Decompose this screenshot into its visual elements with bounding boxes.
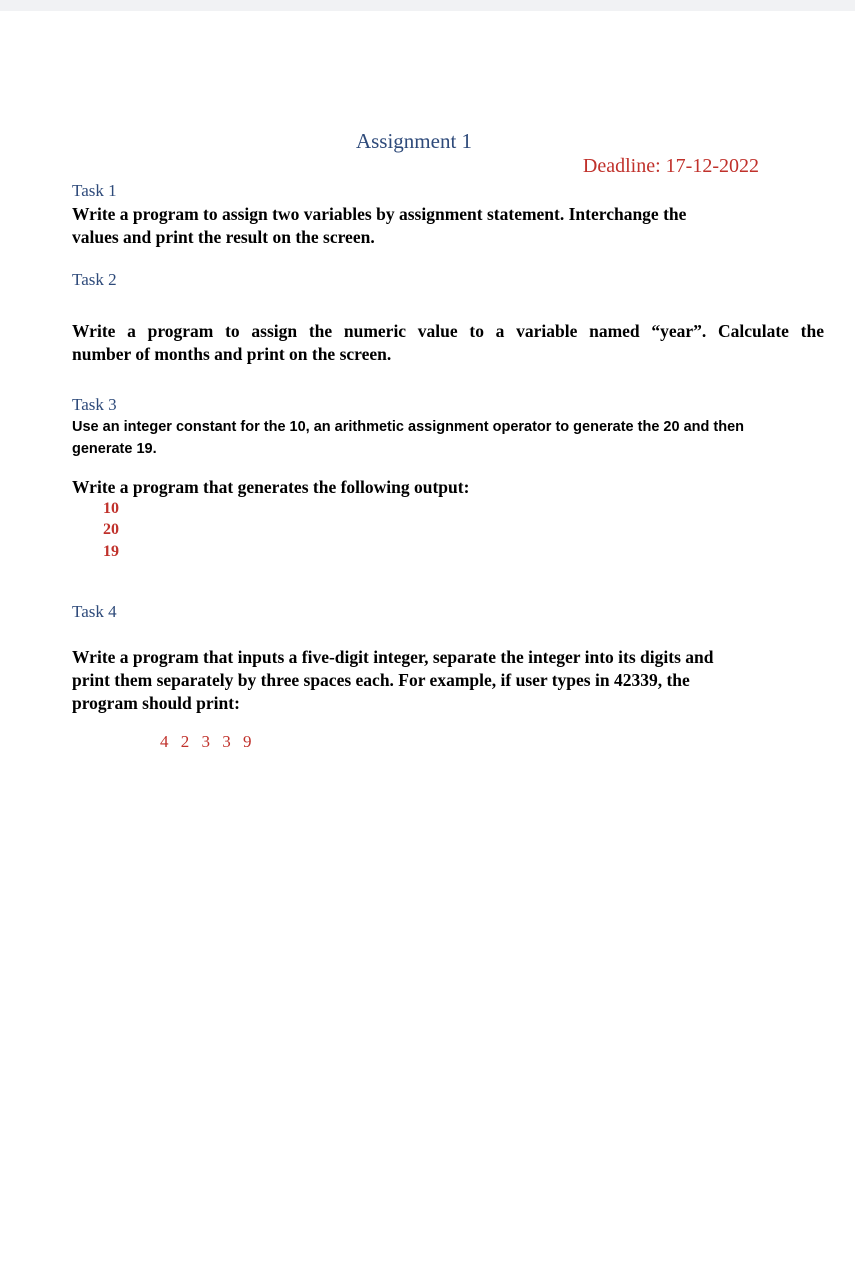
task-4-line-1: Write a program that inputs a five-digit integer, separate the integer into its digits and: [72, 647, 714, 667]
task-4-line-3: program should print:: [72, 693, 240, 713]
deadline: Deadline: 17-12-2022: [582, 155, 759, 177]
task-2-line-2: number of months and print on the screen.: [72, 344, 392, 364]
task-4-line-2: print them separately by three spaces each. For example, if user types in 42339, the: [72, 670, 690, 690]
task-3-label: Task 3: [72, 395, 117, 414]
task-4-label: Task 4: [72, 602, 117, 621]
example-output: 4 2 3 3 9: [160, 732, 256, 751]
task-2-line-1: Write a program to assign the numeric value to a variable named “year”. Calculate the: [72, 321, 824, 341]
output-line-3: 19: [103, 543, 119, 560]
output-line-2: 20: [103, 521, 119, 538]
task-3-line-1: Use an integer constant for the 10, an arithmetic assignment operator to generate the 20 and then: [72, 419, 744, 435]
task-1-text: [72, 203, 792, 249]
assignment-title: Assignment 1: [355, 129, 473, 153]
output-line-1: 10: [103, 500, 119, 517]
top-bar: [0, 0, 855, 11]
task-1-line-1: Write a program to assign two variables by assignment statement. Interchange the: [72, 204, 687, 224]
task-2-label: Task 2: [72, 270, 117, 289]
task-3-line-2: generate 19.: [72, 441, 157, 457]
task-2-text: [72, 320, 832, 366]
task-3-instruction: Write a program that generates the following output:: [72, 477, 470, 497]
task-4-text: [72, 646, 812, 715]
task-1-label: Task 1: [72, 181, 117, 200]
task-1-line-2: values and print the result on the screen.: [72, 227, 375, 247]
